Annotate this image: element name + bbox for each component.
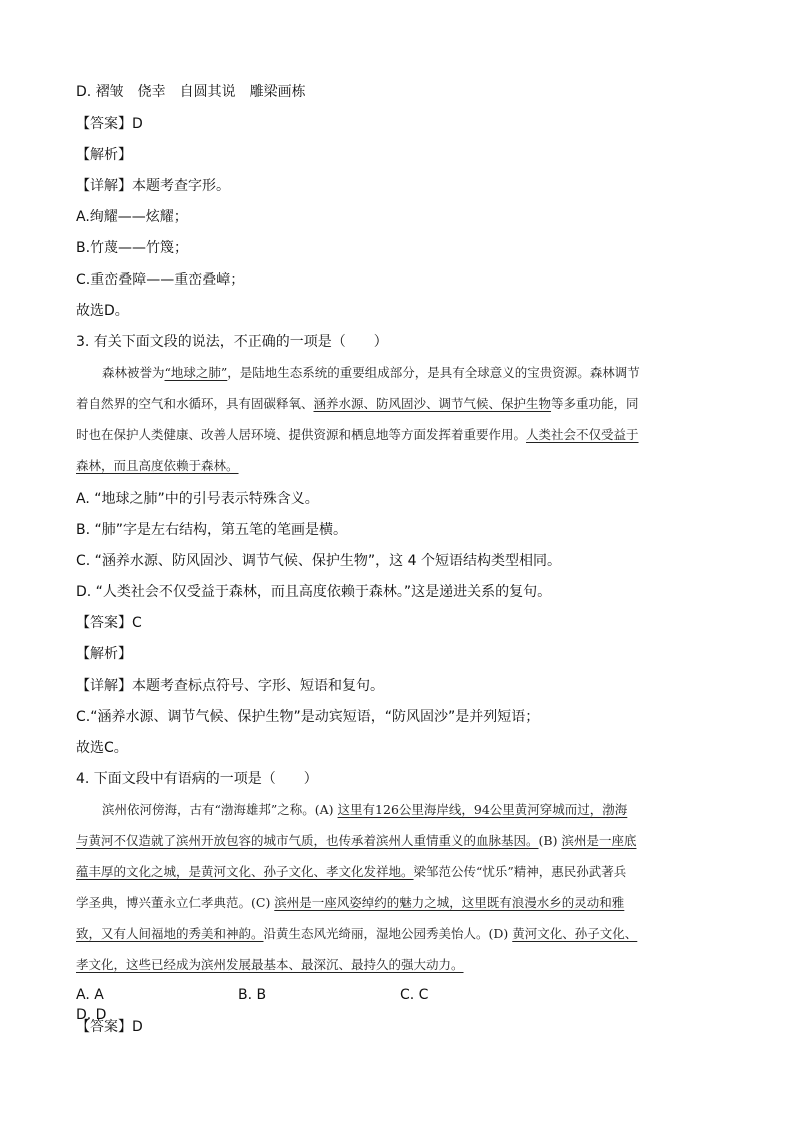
q4-option-a: A. A bbox=[76, 987, 104, 1003]
passage-underlined: 这里有126公里海岸线，94公里黄河穿城而过，渤海 bbox=[337, 802, 628, 817]
passage-underlined: 黄河文化、孙子文化、 bbox=[512, 926, 638, 941]
q2-detail: 【详解】本题考查字形。 bbox=[76, 178, 230, 194]
passage-text: ，是陆地生态系统的重要组成部分，是具有全球意义的宝贵资源。森林调节 bbox=[227, 365, 640, 380]
q4-passage-line bbox=[76, 918, 712, 949]
passage-underlined: 森林，而且高度依赖于森林。 bbox=[76, 458, 239, 473]
passage-underlined: 致，又有人间福地的秀美和神韵。 bbox=[76, 926, 264, 941]
passage-underlined: 与黄河不仅造就了滨州开放包容的城市气质，也传承着滨州人重情重义的血脉基因。 bbox=[76, 833, 539, 848]
q2-line-a: A.绚耀——炫耀； bbox=[76, 209, 188, 225]
q4-stem: 4. 下面文段中有语病的一项是（ ） bbox=[76, 771, 318, 787]
q3-conclusion: 故选C。 bbox=[76, 740, 128, 756]
q4-passage-line bbox=[76, 887, 712, 918]
q4-passage-line bbox=[76, 794, 712, 825]
q2-line-c: C.重峦叠障——重峦叠嶂； bbox=[76, 272, 245, 288]
q2-line-b: B.竹蔑——竹篾； bbox=[76, 240, 189, 256]
passage-text: 滨州依河傍海，古有“渤海雄邦”之称。(A) bbox=[102, 802, 338, 817]
passage-underlined: 人类社会不仅受益于 bbox=[526, 427, 639, 442]
q3-passage-line bbox=[76, 357, 712, 388]
passage-text: 等多重功能，同 bbox=[551, 396, 639, 411]
q3-passage-line bbox=[76, 450, 712, 481]
q3-stem: 3. 有关下面文段的说法，不正确的一项是（ ） bbox=[76, 334, 388, 350]
q3-option-c: C. “涵养水源、防风固沙、调节气候、保护生物”，这 4 个短语结构类型相同。 bbox=[76, 553, 561, 569]
passage-underlined: “地球之肺” bbox=[164, 365, 228, 380]
passage-underlined: 滨州是一座风姿绰约的魅力之城，这里既有浪漫水乡的灵动和雅 bbox=[274, 895, 625, 910]
q3-option-a: A. “地球之肺”中的引号表示特殊含义。 bbox=[76, 491, 319, 507]
q3-passage-line bbox=[76, 388, 712, 419]
q4-option-c: C. C bbox=[400, 987, 429, 1003]
q3-answer: 【答案】C bbox=[76, 615, 142, 631]
q2-option-d: D. 褶皱 侥幸 自圆其说 雕梁画栋 bbox=[76, 84, 306, 100]
q4-option-d: D. D bbox=[76, 1007, 107, 1023]
passage-underlined: 涵养水源、防风固沙、调节气候、保护生物 bbox=[313, 396, 552, 411]
q3-analysis-label: 【解析】 bbox=[76, 646, 132, 662]
q4-passage-line bbox=[76, 856, 712, 887]
q2-analysis-label: 【解析】 bbox=[76, 147, 132, 163]
q2-conclusion: 故选D。 bbox=[76, 303, 129, 319]
q3-passage bbox=[76, 357, 712, 481]
passage-underlined: 滨州是一座底 bbox=[561, 833, 637, 848]
q3-passage-line bbox=[76, 419, 712, 450]
q2-answer: 【答案】D bbox=[76, 116, 143, 132]
q3-explain: C.“涵养水源、调节气候、保护生物”是动宾短语，“防风固沙”是并列短语； bbox=[76, 709, 540, 725]
q4-passage bbox=[76, 794, 712, 980]
passage-underlined: 孝文化，这些已经成为滨州发展最基本、最深沉、最持久的强大动力。 bbox=[76, 957, 464, 972]
passage-text: 时也在保护人类健康、改善人居环境、提供资源和栖息地等方面发挥着重要作用。 bbox=[76, 427, 527, 442]
passage-text: 森林被誉为 bbox=[102, 365, 165, 380]
passage-text: 学圣典，博兴董永立仁孝典范。(C) bbox=[76, 895, 275, 910]
q4-option-b: B. B bbox=[238, 987, 267, 1003]
passage-text: 着自然界的空气和水循环，具有固碳释氧、 bbox=[76, 396, 314, 411]
q4-options bbox=[76, 985, 716, 1025]
passage-text: 沿黄生态风光绮丽，湿地公园秀美怡人。(D) bbox=[263, 926, 513, 941]
q3-option-b: B. “肺”字是左右结构，第五笔的笔画是横。 bbox=[76, 522, 348, 538]
passage-text: (B) bbox=[538, 833, 562, 848]
passage-text: 梁邹范公传“忧乐”精神，惠民孙武著兵 bbox=[413, 864, 627, 879]
q4-answer: 【答案】D bbox=[76, 1019, 143, 1035]
q4-passage-line bbox=[76, 949, 712, 980]
passage-underlined: 蕴丰厚的文化之城，是黄河文化、孙子文化、孝文化发祥地。 bbox=[76, 864, 414, 879]
q3-detail: 【详解】本题考查标点符号、字形、短语和复句。 bbox=[76, 678, 384, 694]
q4-passage-line bbox=[76, 825, 712, 856]
q3-option-d: D. “人类社会不仅受益于森林，而且高度依赖于森林。”这是递进关系的复句。 bbox=[76, 584, 552, 600]
